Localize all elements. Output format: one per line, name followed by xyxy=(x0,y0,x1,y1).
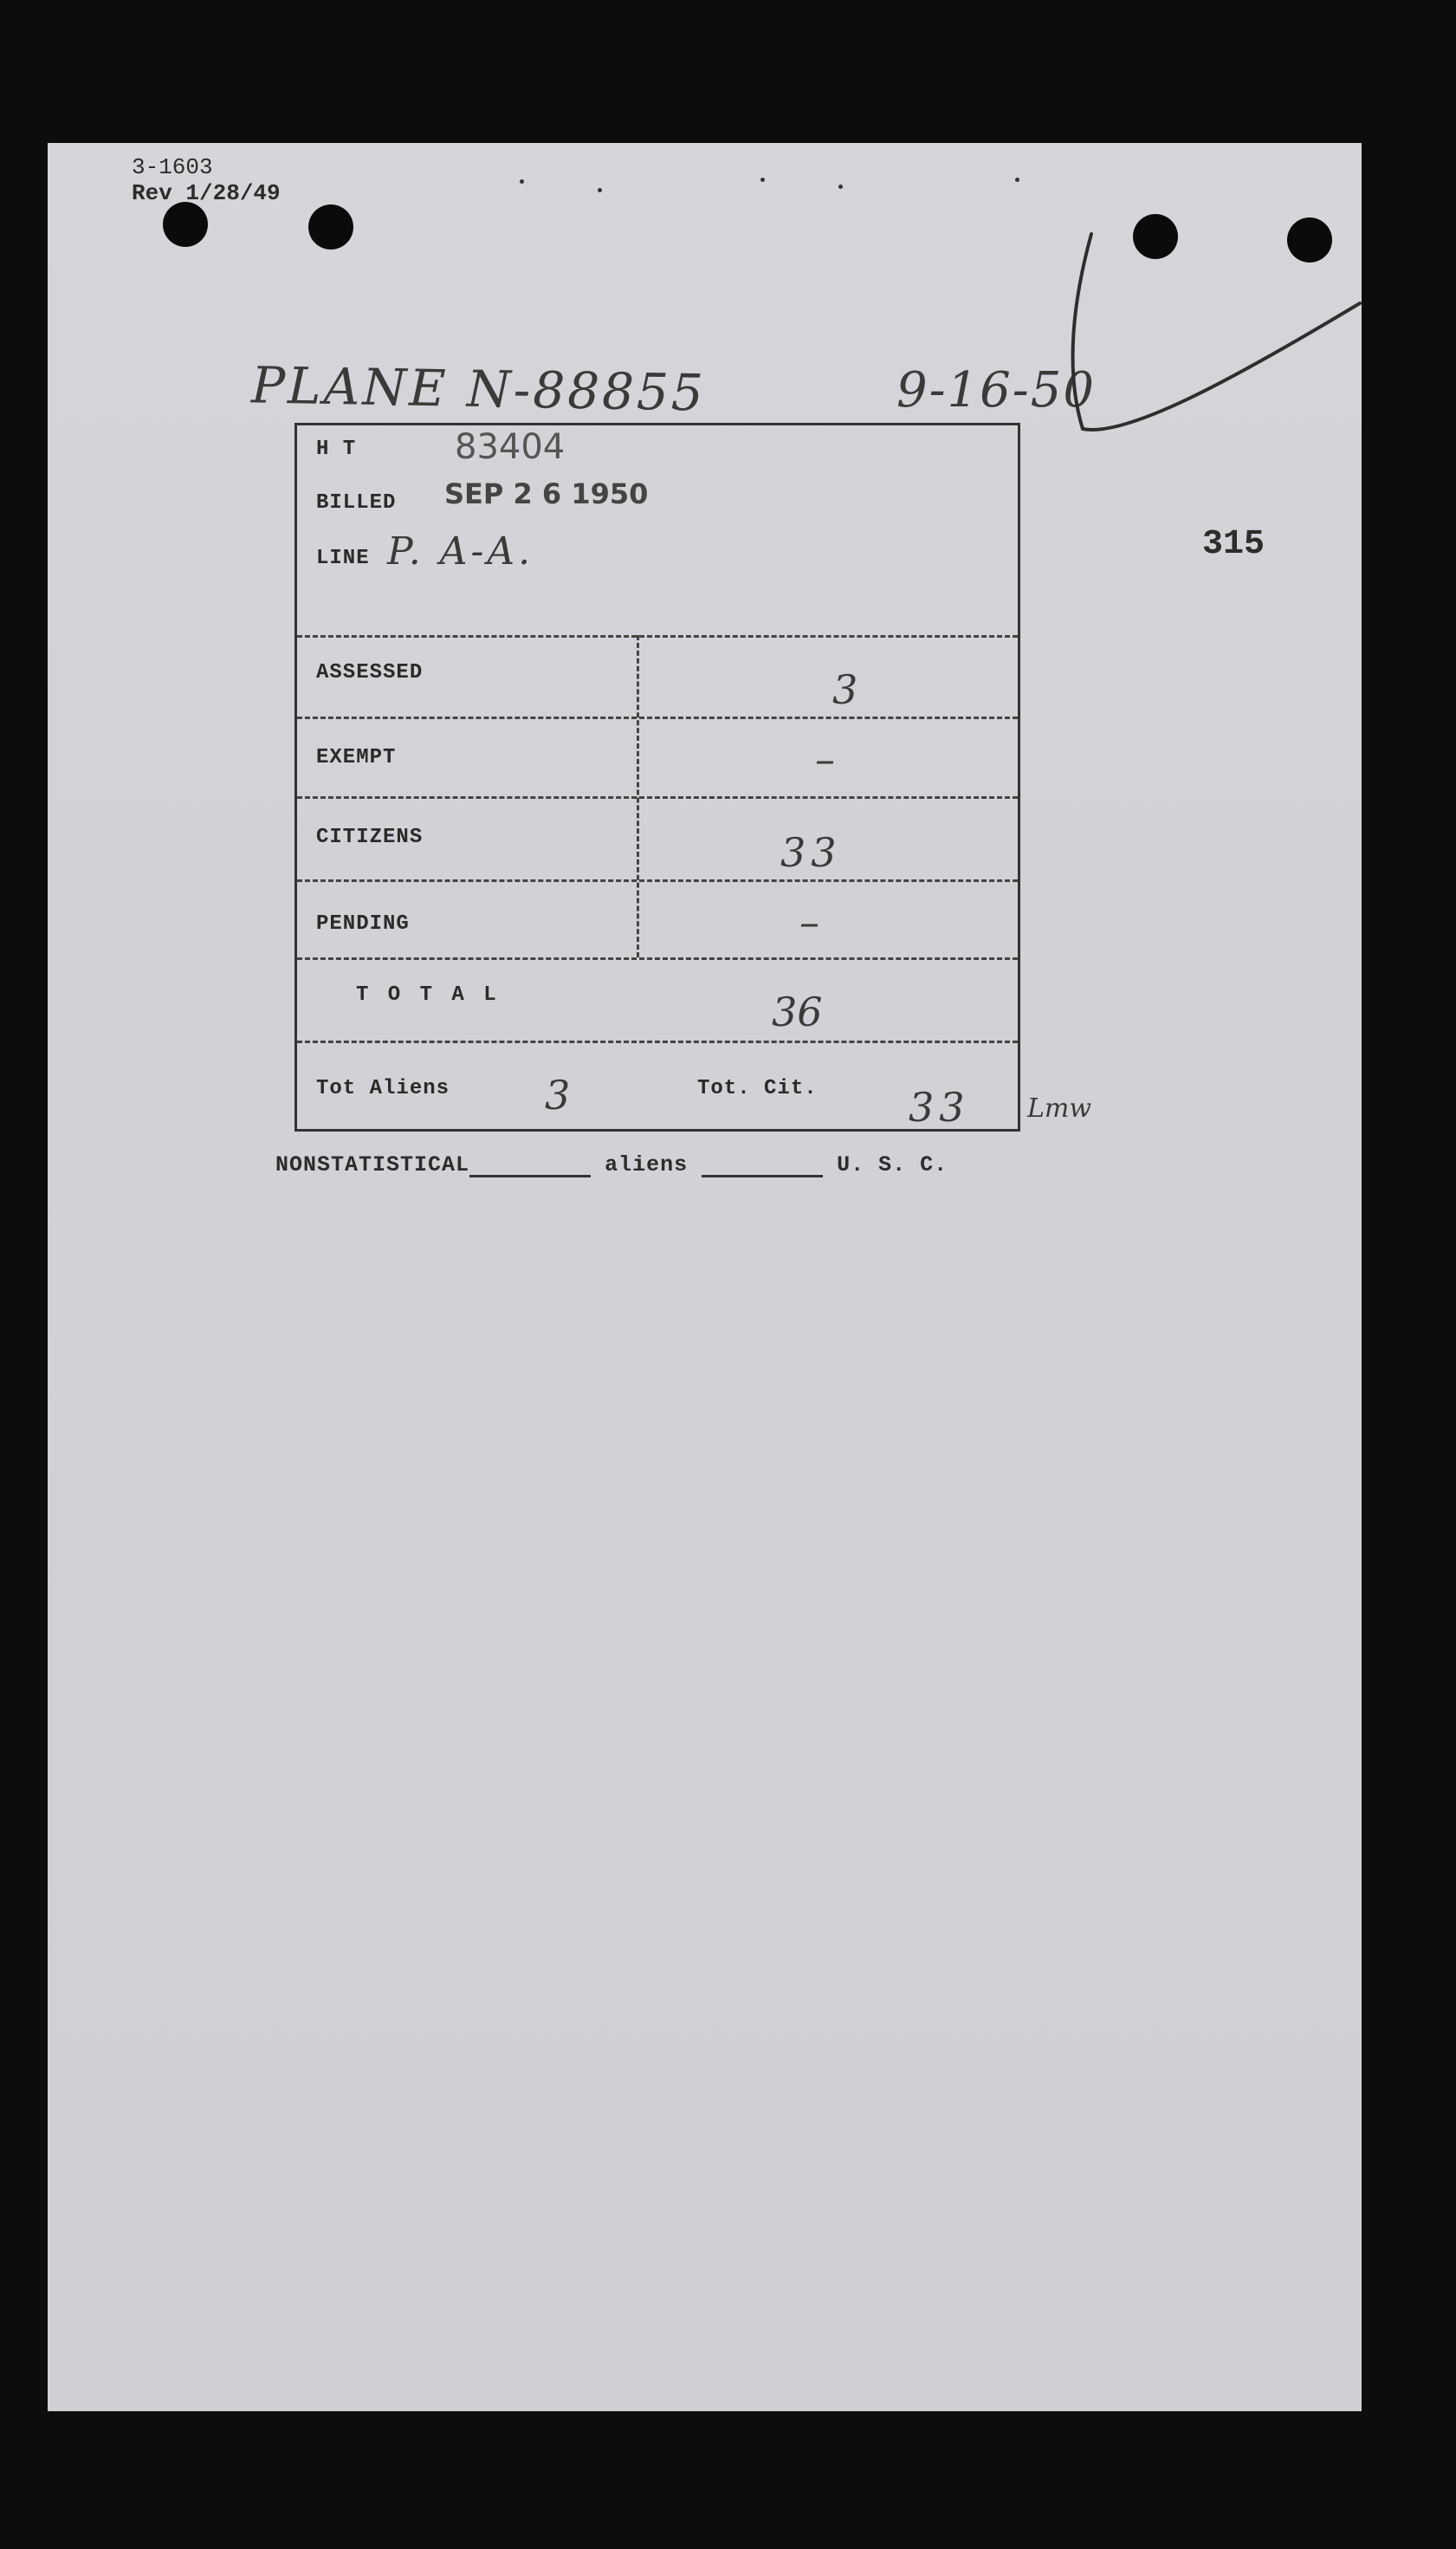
form-number: 3-1603 xyxy=(132,154,213,180)
divider xyxy=(297,879,1018,882)
blank-field xyxy=(469,1175,591,1177)
total-value: 36 xyxy=(772,989,823,1035)
nonstatistical-label: NONSTATISTICAL xyxy=(275,1152,470,1177)
tot-aliens-label: Tot Aliens xyxy=(316,1077,450,1100)
handwritten-plane: PLANE N-88855 xyxy=(250,355,707,423)
handwritten-date: 9-16-50 xyxy=(896,362,1096,418)
tot-aliens-value: 3 xyxy=(545,1072,571,1119)
aliens-label: aliens xyxy=(605,1152,689,1177)
exempt-value: – xyxy=(815,736,835,782)
speck xyxy=(1015,178,1019,182)
ht-value: 83404 xyxy=(455,427,566,467)
form-revision: Rev 1/28/49 xyxy=(132,180,281,206)
exempt-label: EXEMPT xyxy=(316,746,397,769)
nonstatistical-line xyxy=(275,1152,948,1177)
check-mark-icon xyxy=(1057,225,1369,451)
tot-cit-label: Tot. Cit. xyxy=(697,1077,818,1100)
divider xyxy=(297,1041,1018,1043)
speck xyxy=(520,179,524,184)
divider xyxy=(297,796,1018,799)
pending-label: PENDING xyxy=(316,912,410,936)
speck xyxy=(760,178,765,182)
speck xyxy=(838,185,843,189)
passenger-count-table xyxy=(294,423,1020,1132)
usc-label: U. S. C. xyxy=(837,1152,948,1177)
tot-cit-value: 33 xyxy=(909,1084,970,1131)
assessed-value: 3 xyxy=(832,666,858,713)
total-label: T O T A L xyxy=(356,983,500,1007)
pending-value: – xyxy=(799,898,819,945)
line-label: LINE xyxy=(316,547,370,570)
page-number: 315 xyxy=(1202,525,1265,564)
clerk-initials: Lmw xyxy=(1027,1093,1092,1124)
line-value: P. A-A. xyxy=(387,529,534,574)
assessed-label: ASSESSED xyxy=(316,661,424,684)
citizens-label: CITIZENS xyxy=(316,826,424,849)
punch-hole-1 xyxy=(163,202,208,247)
billed-label: BILLED xyxy=(316,491,397,515)
citizens-value: 33 xyxy=(780,829,842,876)
blank-field xyxy=(702,1175,823,1177)
ht-label: H T xyxy=(316,438,357,461)
divider xyxy=(297,717,1018,719)
billed-stamp: SEP 2 6 1950 xyxy=(444,477,649,510)
punch-hole-2 xyxy=(308,204,353,250)
divider xyxy=(297,635,1018,638)
speck xyxy=(598,188,602,192)
divider xyxy=(297,957,1018,960)
